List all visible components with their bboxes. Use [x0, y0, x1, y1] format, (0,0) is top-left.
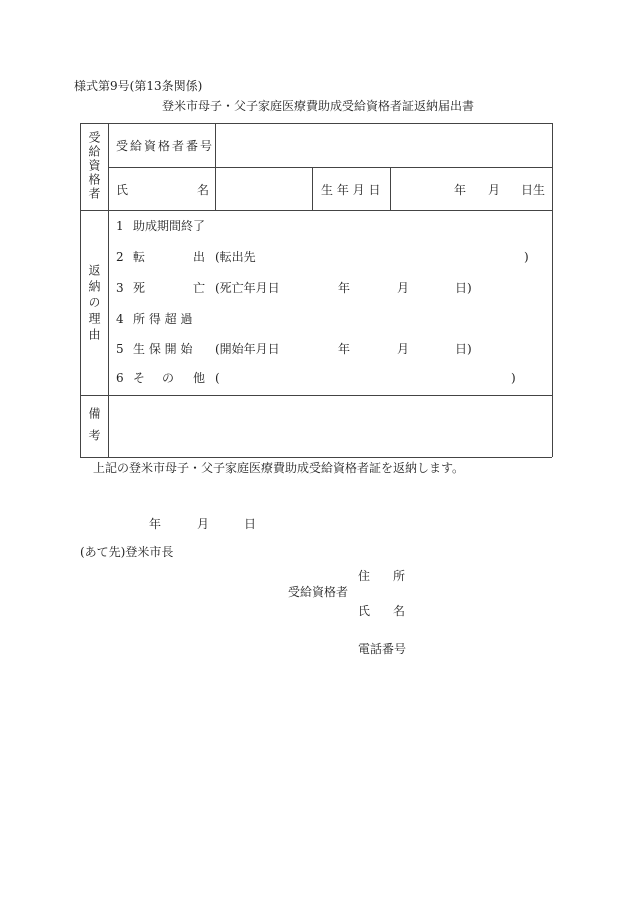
table-border-left — [80, 123, 81, 457]
reason-detail-label: ( — [215, 371, 220, 385]
cert-number-field[interactable] — [216, 124, 551, 166]
table-border-bottom — [80, 457, 552, 458]
reason-month-unit: 月 — [397, 281, 410, 295]
date-month-unit: 月 — [197, 517, 210, 531]
address-label-1: 住 — [358, 569, 371, 583]
addressee: (あて先)登米市長 — [80, 545, 174, 559]
reason-number: 1 — [116, 219, 124, 233]
birth-year-unit: 年 — [454, 183, 467, 197]
reason-label: 生 保 開 始 — [133, 342, 193, 356]
table-border-right — [552, 123, 553, 457]
cert-number-label: 受給資格者番号 — [116, 139, 215, 153]
reason-label: 所 得 超 過 — [133, 312, 193, 326]
birth-date-label: 生 年 月 日 — [321, 183, 381, 197]
form-number: 様式第9号(第13条関係) — [74, 79, 203, 93]
recipient-side-label: 受給資格者 — [87, 131, 101, 201]
declaration-text: 上記の登米市母子・父子家庭医療費助成受給資格者証を返納します。 — [93, 461, 465, 475]
reason-label: 出 — [193, 250, 206, 264]
remarks-field[interactable] — [109, 396, 551, 456]
name-field[interactable] — [216, 168, 311, 209]
applicant-name-label-2: 名 — [393, 604, 406, 618]
reason-year-unit: 年 — [338, 342, 351, 356]
reason-day-unit: 日) — [455, 342, 472, 356]
reason-year-unit: 年 — [338, 281, 351, 295]
date-day-unit: 日 — [244, 517, 257, 531]
date-year-unit: 年 — [149, 517, 162, 531]
reason-number: 3 — [116, 281, 124, 295]
reason-detail-label: (転出先 — [215, 250, 256, 264]
reason-detail-close: ) — [524, 250, 529, 264]
reason-label: 転 — [133, 250, 146, 264]
row-divider-recipient — [80, 210, 552, 211]
reason-label: 他 — [193, 371, 206, 385]
birth-date-field[interactable] — [391, 168, 551, 209]
reason-label: 亡 — [193, 281, 206, 295]
reason-detail-close: ) — [511, 371, 516, 385]
reason-detail-label: (開始年月日 — [215, 342, 280, 356]
phone-label: 電話番号 — [358, 642, 407, 656]
reason-side-label: 返納の理由 — [87, 264, 101, 344]
reason-number: 4 — [116, 312, 124, 326]
reason-number: 6 — [116, 371, 124, 385]
applicant-name-label-1: 氏 — [358, 604, 371, 618]
reason-number: 2 — [116, 250, 124, 264]
birth-month-unit: 月 — [488, 183, 501, 197]
reason-label: そ — [133, 371, 146, 385]
name-label-2: 名 — [197, 183, 210, 197]
remarks-side-label: 備考 — [87, 407, 101, 451]
birth-label-left-divider — [312, 167, 313, 210]
reason-label: 助成期間終了 — [133, 219, 206, 233]
reason-month-unit: 月 — [397, 342, 410, 356]
birth-day-unit: 日生 — [521, 183, 546, 197]
reason-detail-label: (死亡年月日 — [215, 281, 280, 295]
address-label-2: 所 — [393, 569, 406, 583]
name-label-1: 氏 — [116, 183, 129, 197]
applicant-group-label: 受給資格者 — [288, 585, 349, 599]
reason-label: の — [162, 371, 175, 385]
form-title: 登米市母子・父子家庭医療費助成受給資格者証返納届出書 — [162, 99, 475, 113]
reason-label: 死 — [133, 281, 146, 295]
reason-day-unit: 日) — [455, 281, 472, 295]
reason-number: 5 — [116, 342, 124, 356]
